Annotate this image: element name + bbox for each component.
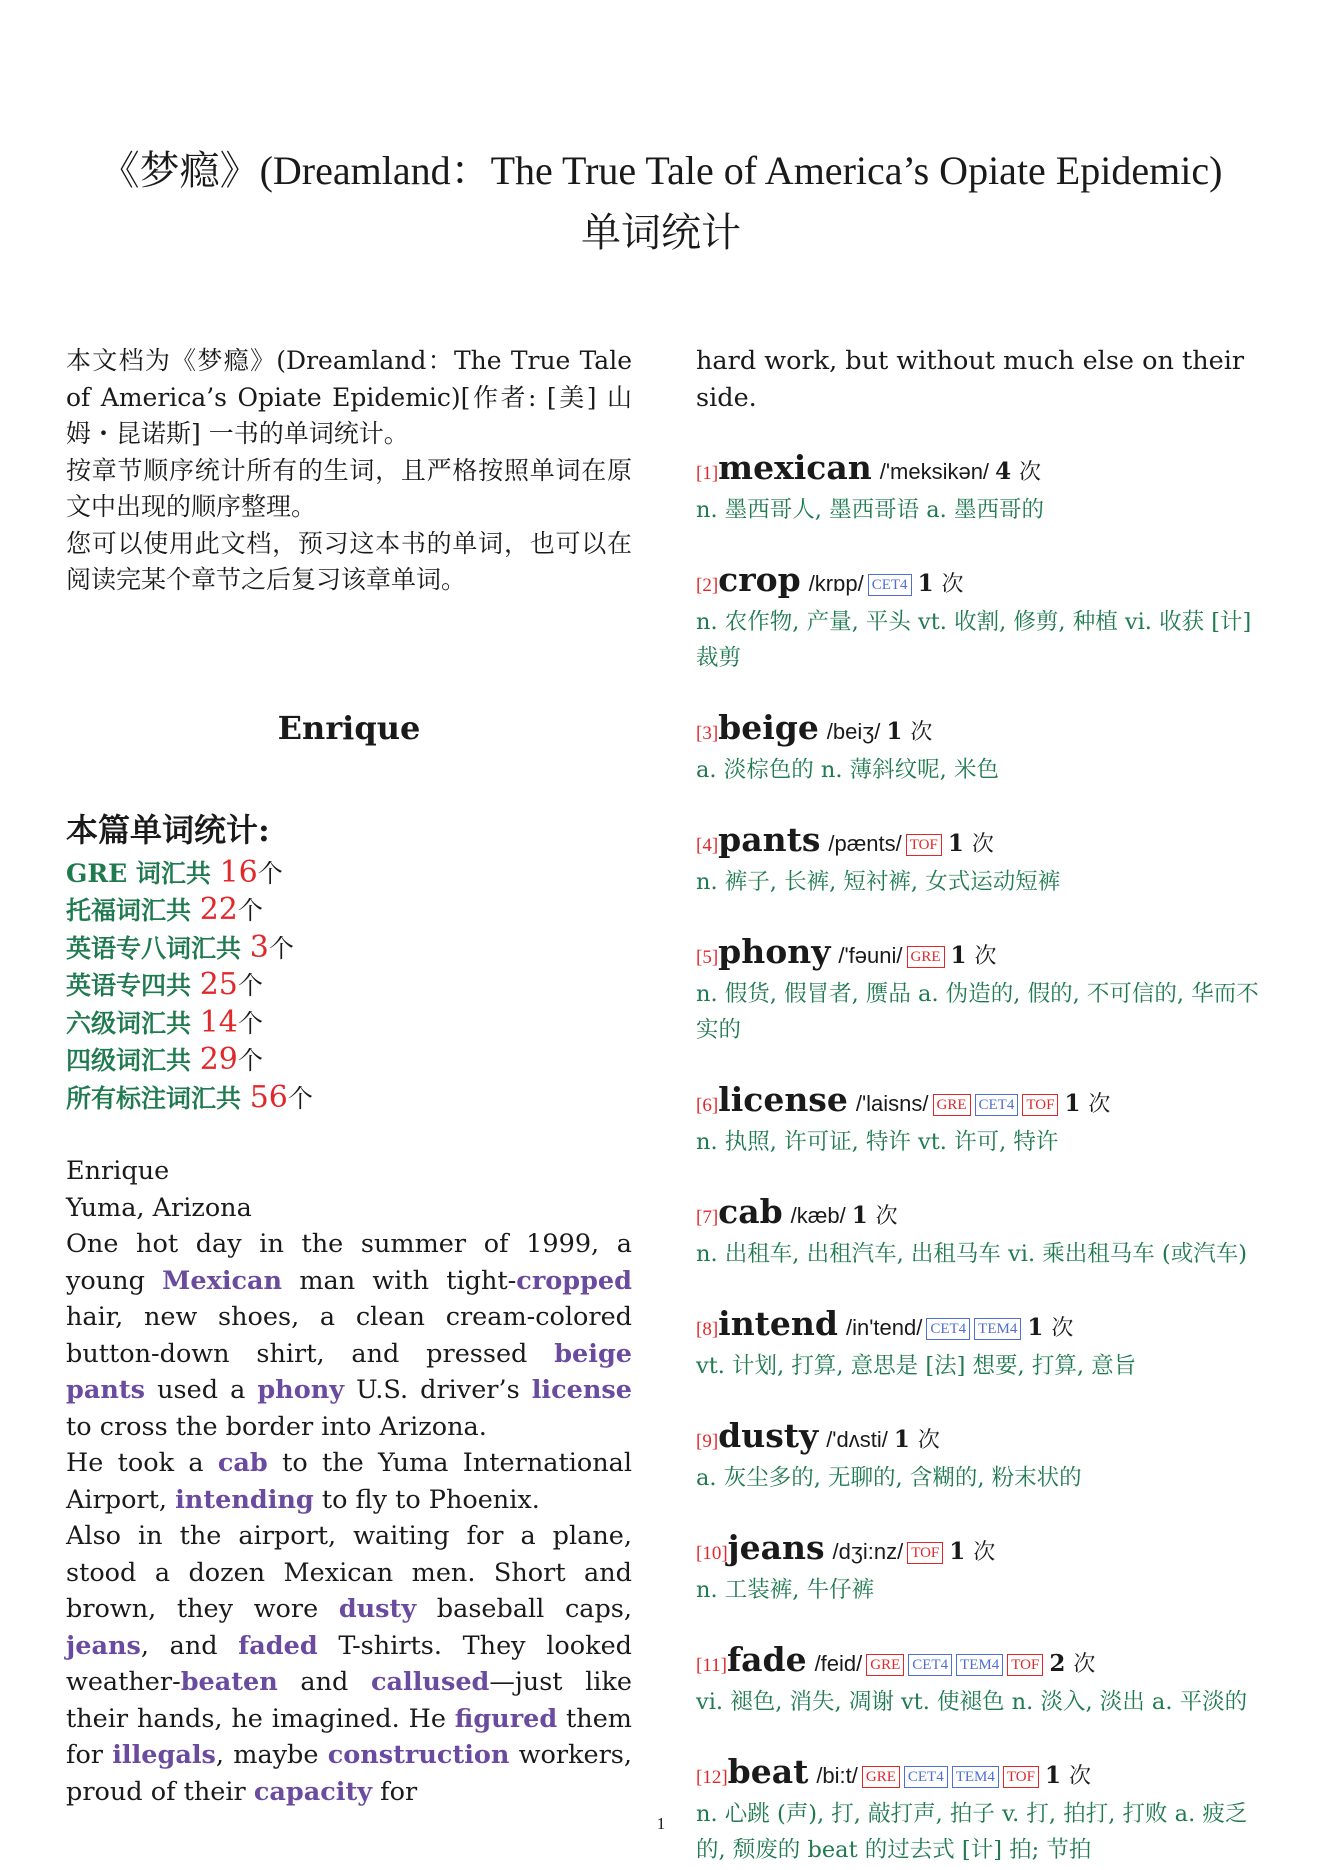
stats-list: [66, 855, 632, 1118]
highlighted-word: callused: [371, 1667, 490, 1697]
entry-index: [11]: [696, 1655, 727, 1676]
highlighted-word: illegals: [112, 1740, 216, 1770]
entry-index: [3]: [696, 723, 719, 744]
entry-index: [12]: [696, 1767, 728, 1788]
entry-phonetic: /bi:t/: [816, 1763, 858, 1788]
entry-word: cab: [718, 1192, 783, 1231]
entry-count: 1: [950, 942, 967, 969]
text-segment: T-shirts. They looked weather-: [66, 1630, 632, 1697]
entry-count: 4: [995, 458, 1012, 485]
stat-unit: 个: [237, 896, 263, 925]
entry-definition: n. 出租车, 出租汽车, 出租马车 vi. 乘出租马车 (或汽车): [696, 1241, 1247, 1267]
highlighted-word: pants: [66, 1375, 146, 1405]
entry-headline: [696, 1418, 1266, 1460]
stat-count: 16: [219, 854, 258, 890]
vocab-entry: [696, 562, 1266, 676]
highlighted-word: capacity: [253, 1776, 373, 1807]
entry-phonetic: /'dʌsti/: [826, 1427, 888, 1452]
text-segment: baseball caps,: [416, 1594, 632, 1624]
entry-definition: vt. 计划, 打算, 意思是 [法] 想要, 打算, 意旨: [696, 1353, 1137, 1379]
entry-count-suffix: 次: [971, 832, 994, 857]
vocab-entry: [696, 1194, 1266, 1272]
entry-count-suffix: 次: [1073, 1652, 1096, 1677]
highlighted-word: cropped: [516, 1265, 632, 1296]
highlighted-word: cab: [217, 1448, 268, 1478]
entry-tag: CET4: [975, 1094, 1019, 1116]
stat-count: 25: [199, 967, 238, 1002]
entry-count: 1: [893, 1426, 910, 1453]
document-title: [0, 140, 1322, 264]
entry-phonetic: /kæb/: [790, 1203, 846, 1228]
entry-phonetic: /krɒp/: [808, 571, 864, 596]
highlighted-word: faded: [238, 1630, 318, 1661]
stat-label: 所有标注词汇共: [66, 1083, 250, 1113]
entry-definition: n. 执照, 许可证, 特许 vt. 许可, 特许: [696, 1129, 1059, 1155]
entry-tag: CET4: [868, 574, 912, 596]
entry-phonetic: /'fəuni/: [838, 943, 903, 968]
vocab-entry: [696, 710, 1266, 788]
text-paragraph: [66, 1153, 632, 1190]
text-paragraph: [66, 1190, 632, 1227]
stat-label: 英语专四共: [66, 971, 200, 1000]
vocabulary-list: [696, 450, 1266, 1868]
entry-definition: n. 工装裤, 牛仔裤: [696, 1577, 875, 1603]
entry-word: mexican: [718, 448, 872, 487]
stats-heading: 本篇单词统计:: [66, 810, 270, 849]
entry-phonetic: /beiʒ/: [826, 719, 881, 744]
stat-row: [66, 1042, 632, 1080]
vocab-entry: [696, 450, 1266, 528]
entry-tag: TOF: [1003, 1766, 1039, 1788]
entry-index: [8]: [696, 1319, 719, 1340]
chapter-text: [66, 1153, 632, 1810]
highlighted-word: phony: [257, 1375, 345, 1405]
intro-paragraph: 本文档为《梦瘾》(Dreamland：The True Tale of America’s Opiate Epidemic)[作者: [美] 山姆・昆诺斯] 一书的单词统计。: [66, 346, 632, 448]
entry-count: 1: [917, 570, 934, 597]
text-segment: used a: [145, 1375, 258, 1405]
entry-definition: a. 灰尘多的, 无聊的, 含糊的, 粉末状的: [696, 1465, 1082, 1491]
stat-unit: 个: [237, 1046, 263, 1075]
highlighted-word: jeans: [66, 1630, 141, 1661]
stat-row: [66, 1080, 632, 1118]
text-segment: —just like their hands, he imagined. He: [66, 1667, 632, 1734]
highlighted-word: license: [531, 1375, 632, 1405]
entry-headline: [696, 450, 1266, 492]
continued-text: hard work, but without much else on their side.: [696, 346, 1245, 413]
stat-unit: 个: [237, 1008, 263, 1038]
entry-tag: GRE: [933, 1094, 971, 1116]
entry-phonetic: /'laisns/: [855, 1091, 929, 1116]
stat-count: 14: [199, 1004, 238, 1040]
entry-tag: TEM4: [956, 1654, 1003, 1676]
stat-row: [66, 967, 632, 1005]
right-column: [696, 343, 1266, 1868]
text-segment: man with tight-: [282, 1265, 517, 1296]
highlighted-word: intending: [175, 1484, 314, 1515]
entry-word: crop: [718, 560, 801, 599]
text-segment: to cross the border into Arizona.: [66, 1411, 487, 1442]
entry-definition: vi. 褪色, 消失, 凋谢 vt. 使褪色 n. 淡入, 淡出 a. 平淡的: [696, 1689, 1248, 1715]
entry-index: [10]: [696, 1543, 728, 1564]
entry-headline: [696, 1530, 1266, 1572]
vocab-entry: [696, 1418, 1266, 1496]
entry-index: [4]: [696, 835, 719, 856]
text-segment: , maybe: [215, 1740, 328, 1770]
highlighted-word: Mexican: [162, 1265, 283, 1296]
stat-unit: 个: [268, 933, 294, 963]
entry-count: 1: [1027, 1314, 1044, 1341]
entry-tag: CET4: [926, 1318, 970, 1340]
entry-phonetic: /dʒi:nz/: [832, 1539, 904, 1564]
entry-count-suffix: 次: [910, 720, 933, 745]
title-line-2: 单词统计: [581, 210, 741, 255]
entry-phonetic: /feid/: [814, 1651, 863, 1676]
entry-tag: CET4: [904, 1766, 948, 1788]
intro: [66, 343, 632, 599]
entry-definition: n. 墨西哥人, 墨西哥语 a. 墨西哥的: [696, 497, 1044, 523]
entry-count: 1: [886, 718, 903, 745]
text-segment: to the Yuma International Airport,: [66, 1448, 632, 1515]
vocab-entry: [696, 822, 1266, 900]
text-segment: He took a: [66, 1448, 218, 1478]
entry-count-suffix: 次: [941, 572, 964, 597]
highlighted-word: beige: [554, 1338, 632, 1369]
entry-headline: [696, 822, 1266, 864]
entry-definition: n. 农作物, 产量, 平头 vt. 收割, 修剪, 种植 vi. 收获 [计] 裁剪: [696, 609, 1252, 671]
entry-index: [7]: [696, 1207, 719, 1228]
entry-tag: TOF: [906, 834, 942, 856]
text-segment: Enrique: [66, 1156, 170, 1186]
entry-tag: GRE: [866, 1654, 904, 1676]
text-paragraph: [66, 1445, 632, 1518]
entry-word: phony: [718, 932, 831, 971]
text-segment: hair, new shoes, a clean cream-colored button-down shirt, and pressed: [66, 1302, 632, 1369]
stat-count: 29: [199, 1042, 238, 1077]
entry-tag: TOF: [1007, 1654, 1043, 1676]
text-segment: to fly to Phoenix.: [313, 1484, 540, 1515]
entry-count: 1: [1044, 1762, 1061, 1789]
entry-definition: a. 淡棕色的 n. 薄斜纹呢, 米色: [696, 757, 999, 783]
stat-label: 英语专八词汇共: [66, 933, 250, 963]
vocab-entry: [696, 1754, 1266, 1868]
entry-word: fade: [726, 1640, 807, 1679]
intro-paragraph: 您可以使用此文档，预习这本书的单词，也可以在阅读完某个章节之后复习该章单词。: [66, 528, 632, 594]
entry-headline: [696, 1306, 1266, 1348]
stat-label: 托福词汇共: [66, 896, 200, 925]
vocab-entry: [696, 1530, 1266, 1608]
entry-count-suffix: 次: [973, 1540, 996, 1565]
entry-tag: GRE: [907, 946, 945, 968]
vocab-entry: [696, 1642, 1266, 1720]
entry-count: 1: [949, 1538, 966, 1565]
entry-word: license: [718, 1080, 848, 1119]
stat-row: [66, 1005, 632, 1043]
text-segment: workers, proud of their: [66, 1740, 632, 1807]
entry-tag: TEM4: [952, 1766, 999, 1788]
text-segment: Also in the airport, waiting for a plane, stood a dozen Mexican men. Short and brown, they wore: [66, 1521, 632, 1624]
stat-row: [66, 855, 632, 893]
stat-label: 六级词汇共: [66, 1008, 200, 1038]
entry-count: 1: [947, 830, 964, 857]
text-segment: One hot day in the summer of 1999, a young: [66, 1229, 632, 1296]
text-segment: them for: [66, 1703, 632, 1770]
entry-headline: [696, 1754, 1266, 1796]
entry-index: [1]: [696, 463, 719, 484]
entry-word: dusty: [718, 1416, 819, 1455]
entry-count-suffix: 次: [1088, 1092, 1111, 1117]
entry-definition: n. 裤子, 长裤, 短衬裤, 女式运动短裤: [696, 869, 1061, 895]
chapter-title: Enrique: [277, 708, 421, 747]
text-segment: , and: [140, 1630, 239, 1661]
entry-headline: [696, 562, 1266, 604]
entry-count-suffix: 次: [1068, 1764, 1091, 1789]
entry-word: beat: [727, 1752, 809, 1791]
highlighted-word: beaten: [180, 1667, 278, 1697]
stat-label: GRE 词汇共: [66, 858, 220, 888]
left-column: [66, 343, 632, 1810]
entry-word: jeans: [727, 1528, 825, 1567]
entry-phonetic: /'meksikən/: [879, 459, 990, 484]
entry-headline: [696, 1642, 1266, 1684]
stat-count: 3: [249, 929, 269, 965]
entry-word: beige: [718, 708, 819, 747]
entry-headline: [696, 1082, 1266, 1124]
text-segment: and: [277, 1667, 371, 1697]
stat-count: 22: [199, 892, 238, 927]
entry-count: 2: [1049, 1650, 1066, 1677]
entry-count-suffix: 次: [1051, 1316, 1074, 1341]
stat-row: [66, 892, 632, 930]
vocab-entry: [696, 1082, 1266, 1160]
vocab-entry: [696, 934, 1266, 1048]
entry-count-suffix: 次: [875, 1204, 898, 1229]
highlighted-word: dusty: [338, 1594, 417, 1624]
entry-headline: [696, 1194, 1266, 1236]
stat-unit: 个: [257, 858, 283, 888]
text-paragraph: [66, 1226, 632, 1445]
page-number: 1: [656, 1814, 666, 1833]
intro-paragraph: 按章节顺序统计所有的生词，且严格按照单词在原文中出现的顺序整理。: [66, 455, 632, 521]
title-line-1: 《梦瘾》(Dreamland：The True Tale of America’s Opiate Epidemic): [99, 148, 1223, 193]
entry-phonetic: /in'tend/: [845, 1315, 923, 1340]
entry-tag: TOF: [907, 1542, 943, 1564]
text-segment: for: [372, 1776, 418, 1807]
entry-index: [9]: [696, 1431, 719, 1452]
highlighted-word: figured: [454, 1703, 558, 1734]
entry-count-suffix: 次: [1019, 460, 1042, 485]
entry-index: [5]: [696, 947, 719, 968]
text-paragraph: [66, 1518, 632, 1810]
entry-tag: GRE: [862, 1766, 900, 1788]
highlighted-word: construction: [327, 1740, 510, 1770]
entry-headline: [696, 934, 1266, 976]
stat-label: 四级词汇共: [66, 1046, 200, 1075]
text-segment: U.S. driver’s: [344, 1375, 532, 1405]
stat-unit: 个: [237, 971, 263, 1000]
stat-unit: 个: [287, 1083, 313, 1113]
entry-definition: n. 假货, 假冒者, 赝品 a. 伪造的, 假的, 不可信的, 华而不实的: [696, 981, 1259, 1043]
entry-count: 1: [851, 1202, 868, 1229]
text-segment: Yuma, Arizona: [66, 1192, 252, 1223]
entry-definition: n. 心跳 (声), 打, 敲打声, 拍子 v. 打, 拍打, 打败 a. 疲乏的, 颓废的 beat 的过去式 [计] 拍; 节拍: [696, 1801, 1248, 1863]
entry-count-suffix: 次: [974, 944, 997, 969]
entry-tag: TEM4: [974, 1318, 1021, 1340]
entry-count: 1: [1064, 1090, 1081, 1117]
stat-count: 56: [249, 1079, 288, 1115]
entry-word: intend: [718, 1304, 838, 1343]
entry-count-suffix: 次: [917, 1428, 940, 1453]
entry-tag: CET4: [908, 1654, 952, 1676]
entry-index: [6]: [696, 1095, 719, 1116]
entry-headline: [696, 710, 1266, 752]
stat-row: [66, 930, 632, 968]
vocab-entry: [696, 1306, 1266, 1384]
entry-word: pants: [718, 820, 821, 859]
entry-tag: TOF: [1022, 1094, 1058, 1116]
entry-index: [2]: [696, 575, 719, 596]
entry-phonetic: /pænts/: [828, 831, 902, 856]
